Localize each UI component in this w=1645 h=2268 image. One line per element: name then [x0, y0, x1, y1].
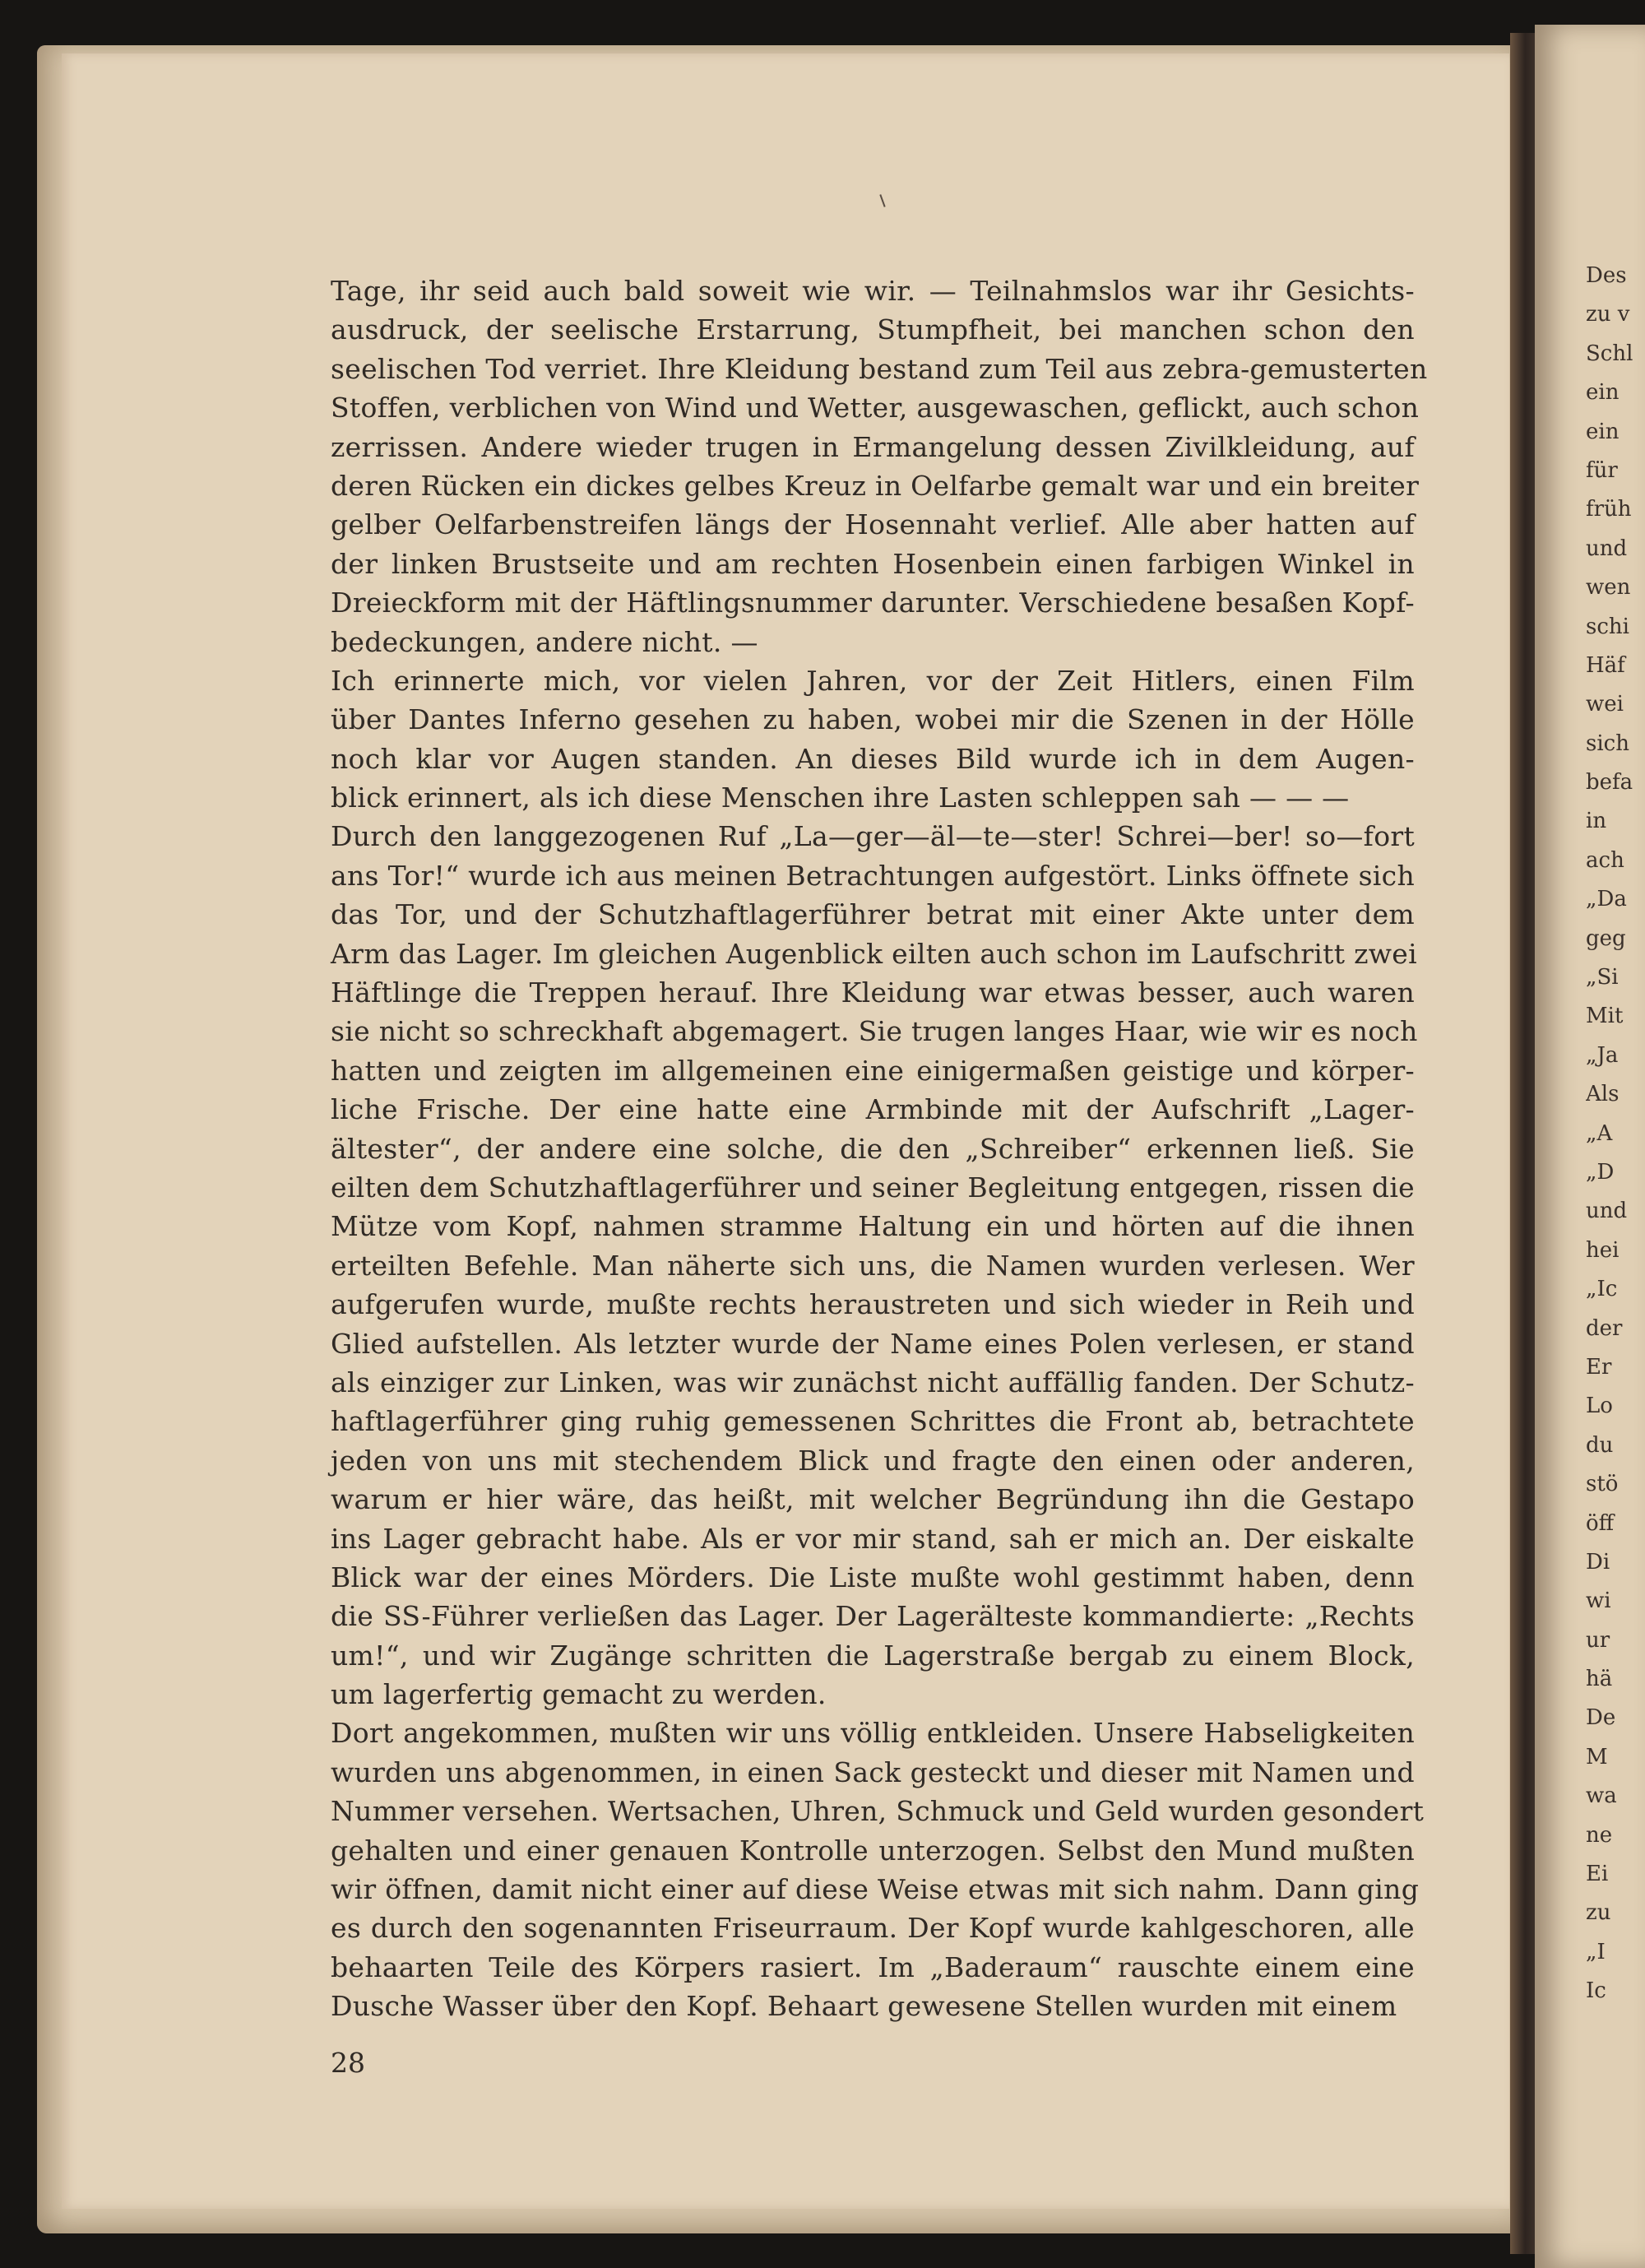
text-line: ältester“, der andere eine solche, die den „Schreiber“ erkennen ließ. Sie — [331, 1132, 1415, 1165]
facing-page-fragment: ur — [1586, 1627, 1610, 1653]
facing-page-fragment: du — [1586, 1432, 1614, 1458]
facing-page-fragment: wa — [1586, 1783, 1617, 1809]
text-line: zerrissen. Andere wieder trugen in Ermangelung dessen Zivilkleidung, auf — [331, 430, 1415, 463]
facing-page-text-fragments — [1586, 257, 1645, 2011]
facing-page-fragment: Schl — [1586, 341, 1633, 366]
facing-page-fragment: „Ja — [1586, 1042, 1619, 1068]
text-line: warum er hier wäre, das heißt, mit welcher Begründung ihn die Gestapo — [331, 1483, 1415, 1516]
facing-page-fragment: Als — [1586, 1082, 1620, 1107]
facing-page-fragment: Lo — [1586, 1394, 1613, 1419]
facing-page-fragment: Des — [1586, 263, 1627, 288]
facing-page-fragment: und — [1586, 536, 1628, 561]
facing-page-fragment: ach — [1586, 847, 1624, 873]
facing-page-fragment: Häf — [1586, 652, 1625, 678]
text-line: als einziger zur Linken, was wir zunächst nicht auffällig fanden. Der Schutz- — [331, 1366, 1415, 1398]
facing-page-fragment: „Si — [1586, 965, 1619, 990]
facing-page-fragment: „Da — [1586, 887, 1627, 912]
facing-page-fragment: befa — [1586, 770, 1633, 795]
text-line: Arm das Lager. Im gleichen Augenblick eilten auch schon im Laufschritt zwei — [331, 937, 1417, 970]
facing-page-fragment: hei — [1586, 1237, 1620, 1263]
facing-page-fragment: in — [1586, 809, 1607, 834]
text-line: blick erinnert, als ich diese Menschen ihre Lasten schleppen sah — — — — [331, 782, 1350, 814]
text-line: Dusche Wasser über den Kopf. Behaart gewesene Stellen wurden mit einem — [331, 1990, 1397, 2023]
facing-page-fragment: Ei — [1586, 1862, 1609, 1887]
text-line: gelber Oelfarbenstreifen längs der Hosennaht verlief. Alle aber hatten auf — [331, 508, 1415, 541]
text-line: Durch den langgezogenen Ruf „La—ger—äl—te—ster! Schrei—ber! so—fort — [331, 820, 1415, 853]
facing-page-fragment: Ic — [1586, 1978, 1606, 2004]
facing-page-fragment: ein — [1586, 419, 1620, 444]
text-line: es durch den sogenannten Friseurraum. Der Kopf wurde kahlgeschoren, alle — [331, 1912, 1415, 1945]
facing-page-fragment: zu — [1586, 1900, 1611, 1926]
text-line: jeden von uns mit stechendem Blick und fragte den einen oder anderen, — [331, 1444, 1415, 1477]
text-line: eilten dem Schutzhaftlagerführer und seiner Begleitung entgegen, rissen die — [331, 1171, 1415, 1204]
facing-page-fragment: früh — [1586, 497, 1632, 522]
text-line: behaarten Teile des Körpers rasiert. Im „Baderaum“ rauschte einem eine — [331, 1950, 1415, 1983]
page-number: 28 — [331, 2047, 365, 2079]
text-line: Ich erinnerte mich, vor vielen Jahren, vor der Zeit Hitlers, einen Film — [331, 664, 1415, 697]
facing-page-fragment: „I — [1586, 1939, 1606, 1964]
text-line: die SS-Führer verließen das Lager. Der Lagerälteste kommandierte: „Rechts — [331, 1600, 1415, 1633]
text-line: Dort angekommen, mußten wir uns völlig entkleiden. Unsere Habseligkeiten — [331, 1717, 1415, 1750]
text-line: Blick war der eines Mörders. Die Liste mußte wohl gestimmt haben, denn — [331, 1561, 1415, 1593]
text-line: Dreieckform mit der Häftlingsnummer darunter. Verschiedene besaßen Kopf- — [331, 587, 1415, 619]
facing-page-fragment: schi — [1586, 614, 1629, 639]
text-line: Tage, ihr seid auch bald soweit wie wir. — Teilnahmslos war ihr Gesichts- — [331, 275, 1415, 307]
facing-page-fragment: öff — [1586, 1510, 1615, 1536]
text-line: seelischen Tod verriet. Ihre Kleidung bestand zum Teil aus zebra-gemusterten — [331, 352, 1428, 385]
facing-page-fragment: Mit — [1586, 1004, 1624, 1029]
text-line: um lagerfertig gemacht zu werden. — [331, 1678, 827, 1711]
facing-page-fragment: M — [1586, 1744, 1608, 1769]
text-line: liche Frische. Der eine hatte eine Armbinde mit der Aufschrift „Lager- — [331, 1093, 1415, 1126]
facing-page-fragment: der — [1586, 1315, 1623, 1341]
facing-page-fragment: „D — [1586, 1159, 1615, 1185]
facing-page-fragment: für — [1586, 457, 1618, 483]
text-line: sie nicht so schreckhaft abgemagert. Sie trugen langes Haar, wie wir es noch — [331, 1015, 1418, 1048]
text-line: Stoffen, verblichen von Wind und Wetter, ausgewaschen, geflickt, auch schon — [331, 392, 1420, 424]
text-line: Mütze vom Kopf, nahmen stramme Haltung ein und hörten auf die ihnen — [331, 1210, 1415, 1243]
facing-page-fragment: ein — [1586, 380, 1620, 406]
facing-page-fragment: ne — [1586, 1822, 1613, 1848]
facing-page-fragment: Di — [1586, 1549, 1610, 1575]
text-line: das Tor, und der Schutzhaftlagerführer betrat mit einer Akte unter dem — [331, 898, 1415, 931]
text-line: Häftlinge die Treppen herauf. Ihre Kleidung war etwas besser, auch waren — [331, 976, 1415, 1009]
body-text — [331, 271, 1428, 2026]
text-line: ans Tor!“ wurde ich aus meinen Betrachtungen aufgestört. Links öffnete sich — [331, 859, 1415, 892]
facing-page-fragment: und — [1586, 1199, 1628, 1224]
facing-page-fragment: wen — [1586, 575, 1631, 601]
facing-page-fragment: „A — [1586, 1120, 1613, 1146]
text-line: um!“, und wir Zugänge schritten die Lagerstraße bergab zu einem Block, — [331, 1639, 1415, 1672]
text-line: bedeckungen, andere nicht. — — [331, 625, 758, 658]
text-line: deren Rücken ein dickes gelbes Kreuz in Oelfarbe gemalt war und ein breiter — [331, 469, 1420, 502]
text-line: haftlagerführer ging ruhig gemessenen Schrittes die Front ab, betrachtete — [331, 1405, 1415, 1438]
text-line: wurden uns abgenommen, in einen Sack gesteckt und dieser mit Namen und — [331, 1755, 1415, 1788]
facing-page-fragment: De — [1586, 1705, 1616, 1731]
text-line: hatten und zeigten im allgemeinen eine einigermaßen geistige und körper- — [331, 1054, 1415, 1087]
book-gutter — [1510, 33, 1535, 2254]
facing-page-fragment: „Ic — [1586, 1277, 1618, 1302]
facing-page-fragment: wi — [1586, 1589, 1611, 1614]
facing-page-fragment: stö — [1586, 1472, 1619, 1497]
text-line: aufgerufen wurde, mußte rechts heraustreten und sich wieder in Reih und — [331, 1288, 1415, 1321]
facing-page-fragment: Er — [1586, 1354, 1612, 1380]
text-line: Glied aufstellen. Als letzter wurde der Name eines Polen verlesen, er stand — [331, 1327, 1415, 1360]
facing-page-fragment: hä — [1586, 1667, 1613, 1692]
text-line: ausdruck, der seelische Erstarrung, Stumpfheit, bei manchen schon den — [331, 313, 1415, 346]
text-line: der linken Brustseite und am rechten Hosenbein einen farbigen Winkel in — [331, 547, 1415, 580]
text-line: ins Lager gebracht habe. Als er vor mir stand, sah er mich an. Der eiskalte — [331, 1522, 1415, 1555]
facing-page-fragment: wei — [1586, 692, 1624, 717]
text-line: noch klar vor Augen standen. An dieses Bild wurde ich in dem Augen- — [331, 742, 1415, 775]
facing-page-fragment: sich — [1586, 730, 1629, 756]
text-line: gehalten und einer genauen Kontrolle unterzogen. Selbst den Mund mußten — [331, 1834, 1415, 1867]
facing-page-fragment: zu v — [1586, 302, 1630, 327]
text-line: wir öffnen, damit nicht einer auf diese Weise etwas mit sich nahm. Dann ging — [331, 1873, 1420, 1906]
text-line: Nummer versehen. Wertsachen, Uhren, Schmuck und Geld wurden gesondert — [331, 1795, 1425, 1828]
facing-page-fragment: geg — [1586, 925, 1626, 951]
text-line: erteilten Befehle. Man näherte sich uns, die Namen wurden verlesen. Wer — [331, 1249, 1415, 1282]
text-line: über Dantes Inferno gesehen zu haben, wobei mir die Szenen in der Hölle — [331, 703, 1415, 736]
